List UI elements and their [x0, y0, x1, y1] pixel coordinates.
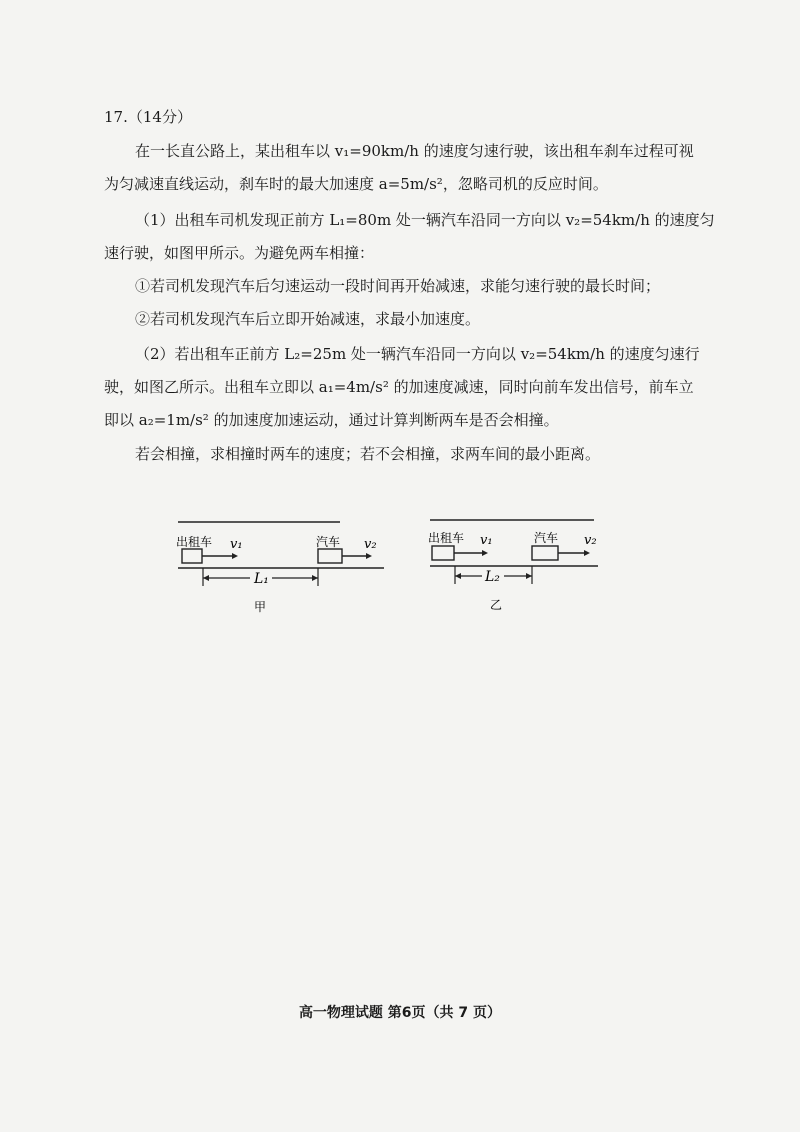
figure-jia-diagram: [170, 510, 390, 620]
taxi-label: 出租车: [428, 531, 465, 545]
part2-line-2: 驶，如图乙所示。出租车立即以 a₁=4m/s² 的加速度减速，同时向前车发出信号，前车立: [104, 378, 694, 396]
v2-label: v₂: [364, 537, 377, 552]
page-footer: 高一物理试题 第6页（共 7 页）: [298, 1005, 502, 1021]
figure-caption: 甲: [254, 600, 267, 614]
car-box: [318, 549, 342, 563]
v2-label: v₂: [584, 533, 597, 548]
dim-arrowhead-left: [203, 575, 209, 581]
v1-arrowhead: [232, 553, 238, 559]
part2-line-4: 若会相撞，求相撞时两车的速度；若不会相撞，求两车间的最小距离。: [135, 445, 601, 463]
taxi-box: [182, 549, 202, 563]
v1-label: v₁: [230, 537, 243, 552]
question-intro-line-1: 在一长直公路上，某出租车以 v₁=90km/h 的速度匀速行驶，该出租车刹车过程可视: [135, 142, 694, 160]
car-box: [532, 546, 558, 560]
taxi-box: [432, 546, 454, 560]
v1-arrowhead: [482, 550, 488, 556]
part2-line-3: 即以 a₂=1m/s² 的加速度加速运动，通过计算判断两车是否会相撞。: [104, 411, 559, 429]
dim-arrowhead-left: [455, 573, 461, 579]
dim-arrowhead-right: [312, 575, 318, 581]
car-label: 汽车: [534, 531, 559, 545]
figure-caption: 乙: [490, 598, 503, 612]
question-number: 17.（14分）: [104, 108, 192, 126]
part1-line-2: 速行驶，如图甲所示。为避免两车相撞：: [104, 244, 375, 262]
dim-arrowhead-right: [526, 573, 532, 579]
car-label: 汽车: [316, 535, 341, 549]
distance-label: L₂: [485, 569, 500, 585]
part1-line-1: （1）出租车司机发现正前方 L₁=80m 处一辆汽车沿同一方向以 v₂=54km/h 的速度匀: [135, 211, 715, 229]
v1-label: v₁: [480, 533, 493, 548]
part2-line-1: （2）若出租车正前方 L₂=25m 处一辆汽车沿同一方向以 v₂=54km/h 的速度匀速行: [135, 345, 700, 363]
question-intro-line-2: 为匀减速直线运动，刹车时的最大加速度 a=5m/s²，忽略司机的反应时间。: [104, 175, 608, 193]
taxi-label: 出租车: [176, 535, 213, 549]
v2-arrowhead: [584, 550, 590, 556]
figure-yi-diagram: [422, 510, 612, 620]
distance-label: L₁: [254, 571, 269, 587]
sub-question-1: ①若司机发现汽车后匀速运动一段时间再开始减速，求能匀速行驶的最长时间；: [135, 277, 661, 295]
sub-question-2: ②若司机发现汽车后立即开始减速，求最小加速度。: [135, 310, 481, 328]
v2-arrowhead: [366, 553, 372, 559]
